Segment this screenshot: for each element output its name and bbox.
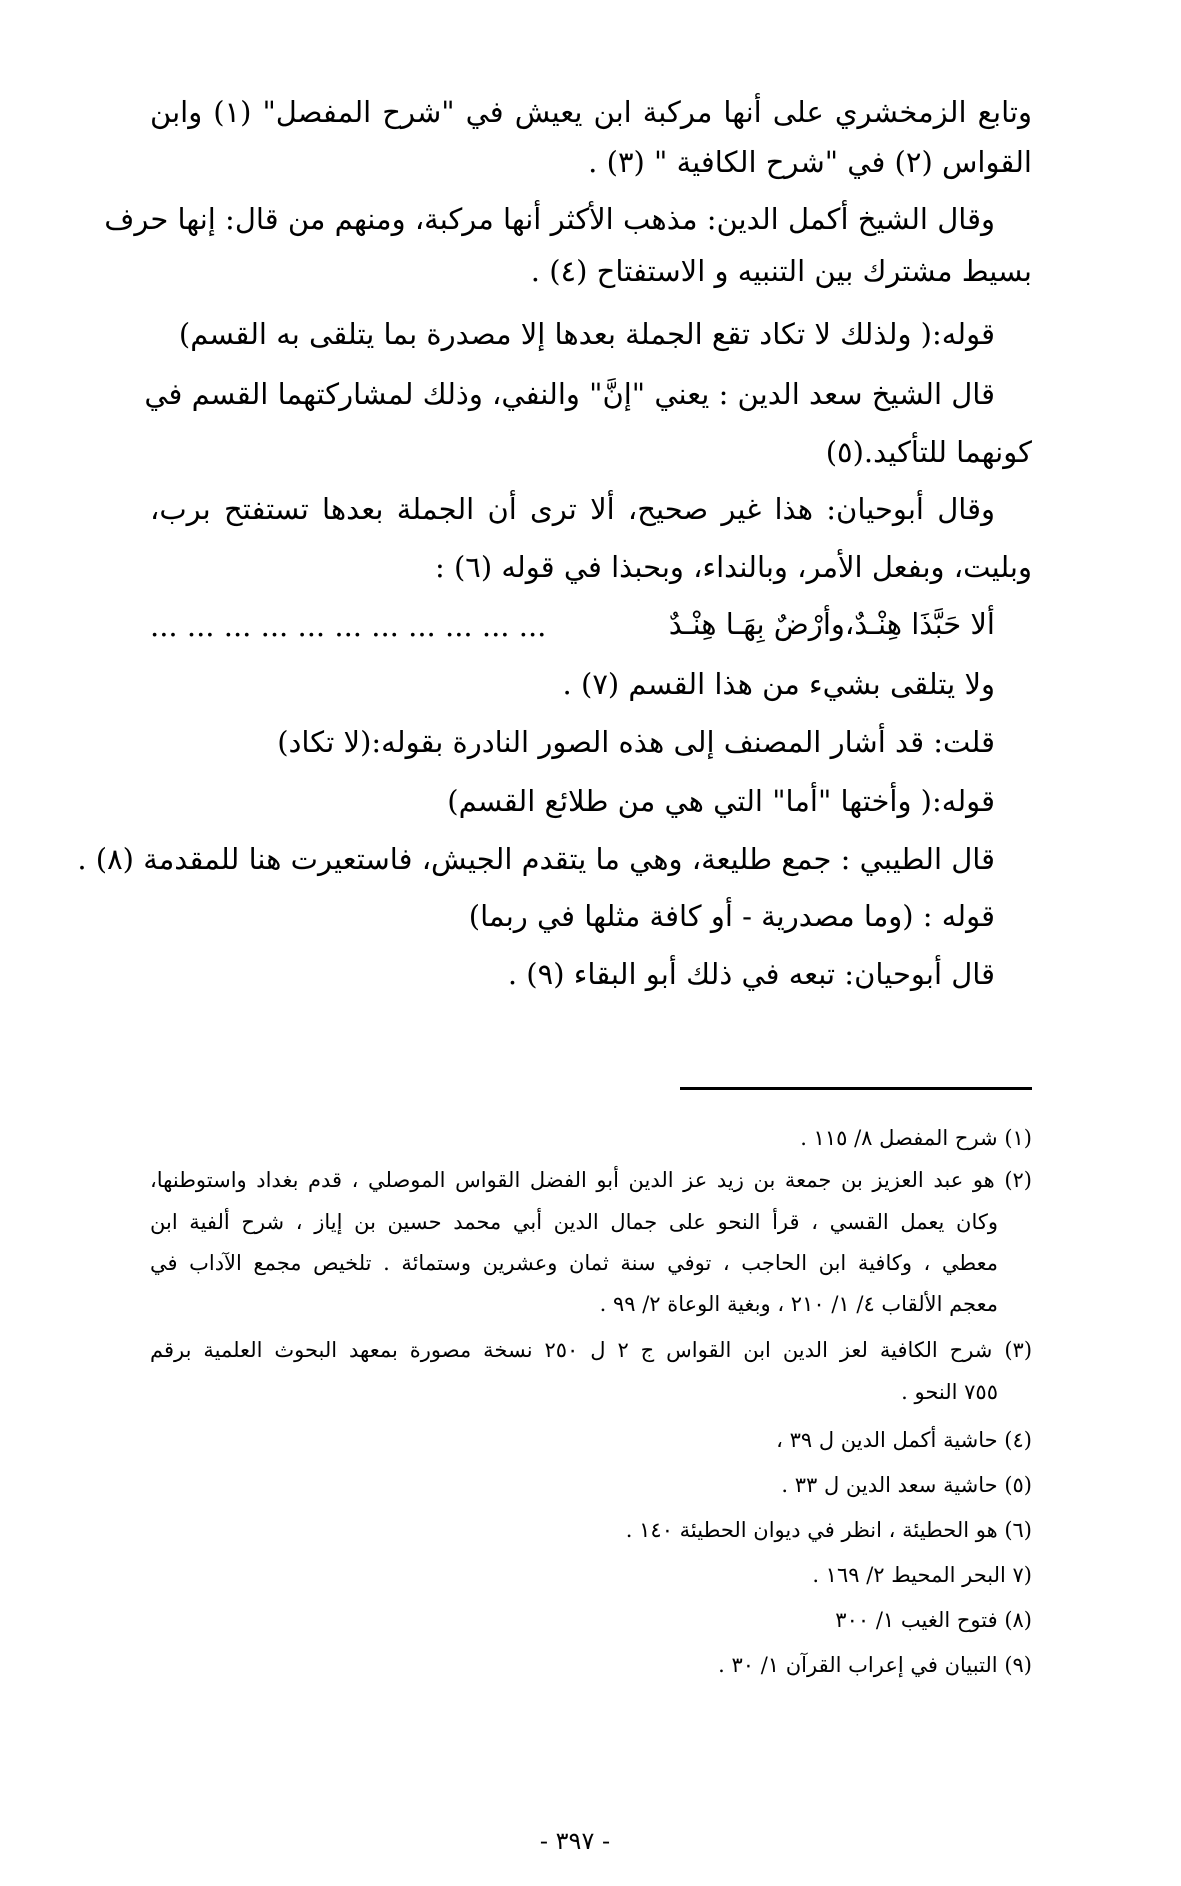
- footnote: (٤) حاشية أكمل الدين ل ٣٩ ،: [776, 1428, 1032, 1452]
- body-line: قال أبوحيان: تبعه في ذلك أبو البقاء (٩) .: [507, 957, 995, 991]
- footnote: (٧ البحر المحيط ٢/ ١٦٩ .: [812, 1563, 1032, 1587]
- body-line: وقال أبوحيان: هذا غير صحيح، ألا ترى أن الجملة بعدها تستفتح برب،: [150, 492, 995, 526]
- footnote: (٢) هو عبد العزيز بن جمعة بن زيد عز الدين أبو الفضل القواس الموصلي ، قدم بغداد واستوطنها،: [150, 1168, 1032, 1192]
- footnote: معطي ، وكافية ابن الحاجب ، توفي سنة ثمان وعشرين وستمائة . تلخيص مجمع الآداب في: [150, 1251, 998, 1275]
- footnote: (٦) هو الحطيئة ، انظر في ديوان الحطيئة ١٤٠ .: [625, 1518, 1032, 1542]
- footnote: معجم الألقاب ٤/ ١/ ٢١٠ ، وبغية الوعاة ٢/ ٩٩ .: [599, 1292, 998, 1316]
- footnote: (٩) التبيان في إعراب القرآن ١/ ٣٠ .: [718, 1653, 1032, 1677]
- body-line: وتابع الزمخشري على أنها مركبة ابن يعيش في "شرح المفصل" (١) وابن: [150, 95, 1032, 129]
- body-line: كونهما للتأكيد.(٥): [825, 435, 1032, 469]
- footnote: (٥) حاشية سعد الدين ل ٣٣ .: [781, 1473, 1032, 1497]
- body-line: قوله:( ولذلك لا تكاد تقع الجملة بعدها إلا مصدرة بما يتلقى به القسم): [178, 317, 995, 351]
- verse-dots: ... ... ... ... ... ... ... ... ... ... ...: [150, 609, 547, 643]
- body-line: قال الشيخ سعد الدين : يعني "إنَّ" والنفي، وذلك لمشاركتهما القسم في: [144, 377, 995, 411]
- page-number: - ٣٩٧ -: [539, 1827, 611, 1855]
- body-line: قلت: قد أشار المصنف إلى هذه الصور النادرة بقوله:(لا تكاد): [277, 725, 995, 759]
- body-line: قوله:( وأختها "أما" التي هي من طلائع القسم): [447, 784, 995, 818]
- body-line: ولا يتلقى بشيء من هذا القسم (٧) .: [562, 667, 995, 701]
- footnote: (١) شرح المفصل ٨/ ١١٥ .: [800, 1126, 1032, 1150]
- footnote: (٣) شرح الكافية لعز الدين ابن القواس ج ٢ ل ٢٥٠ نسخة مصورة بمعهد البحوث العلمية برقم: [150, 1338, 1033, 1362]
- body-line: القواس (٢) في "شرح الكافية " (٣) .: [588, 145, 1032, 179]
- body-line: بسيط مشترك بين التنبيه و الاستفتاح (٤) .: [530, 254, 1032, 288]
- body-line: قال الطيبي : جمع طليعة، وهي ما يتقدم الجيش، فاستعيرت هنا للمقدمة (٨) .: [77, 842, 995, 876]
- body-line: قوله : (وما مصدرية - أو كافة مثلها في ربما): [468, 899, 995, 933]
- body-line: وقال الشيخ أكمل الدين: مذهب الأكثر أنها مركبة، ومنهم من قال: إنها حرف: [104, 202, 995, 236]
- footnote: ٧٥٥ النحو .: [901, 1380, 998, 1404]
- footnote: وكان يعمل القسي ، قرأ النحو على جمال الدين أبي محمد حسين بن إياز ، شرح ألفية ابن: [150, 1210, 998, 1234]
- footnote-separator: [680, 1087, 1032, 1090]
- verse-first-hemistich: ألا حَبَّذَا هِنْـدٌ،وأرْضٌ بِهَـا هِنْـدٌ: [668, 607, 995, 641]
- footnote: (٨) فتوح الغيب ١/ ٣٠٠: [835, 1608, 1032, 1632]
- body-line: وبليت، وبفعل الأمر، وبالنداء، وبحبذا في قوله (٦) :: [434, 550, 1032, 584]
